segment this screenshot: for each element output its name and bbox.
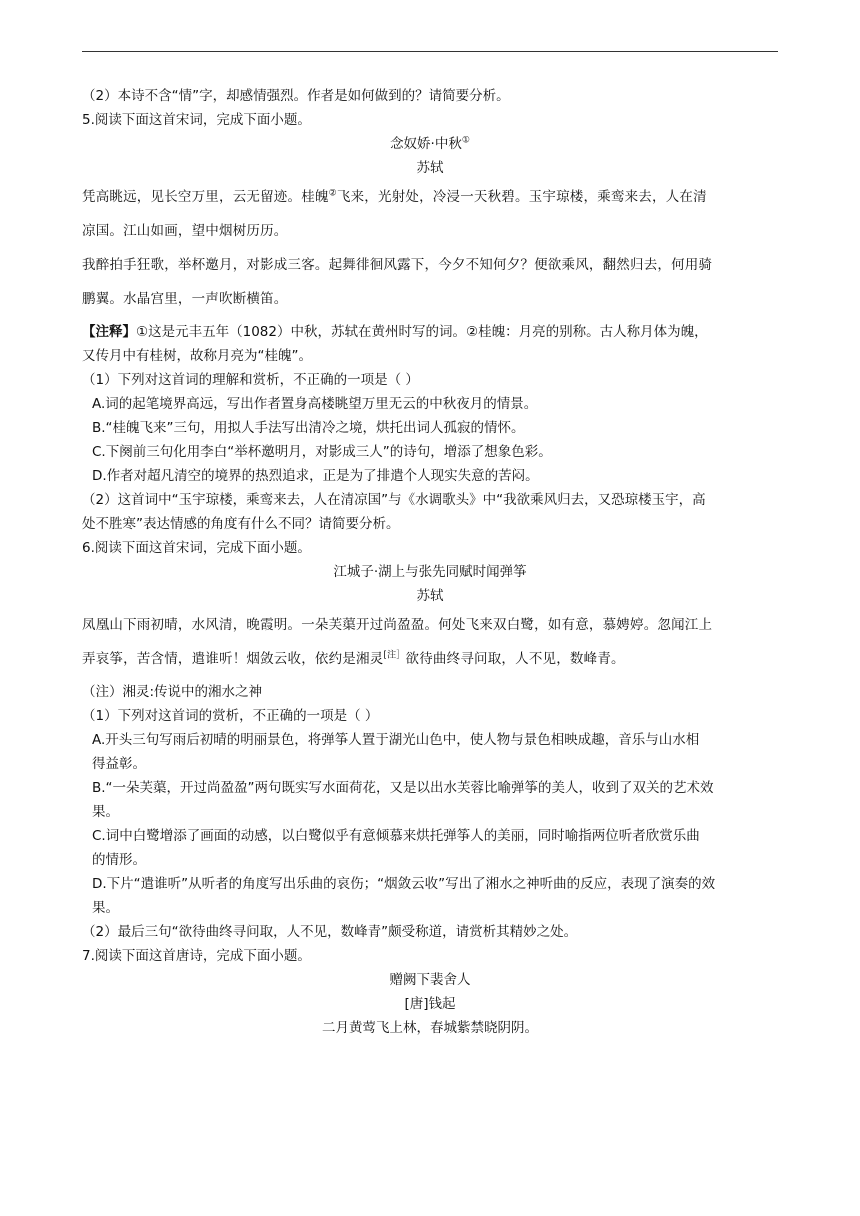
- q6-option-text: 得益彰。: [92, 756, 146, 772]
- q5-poem: [82, 180, 778, 316]
- q5-note-mark-1: ①: [136, 324, 149, 340]
- q5-option-c: C.下阕前三句化用李白“举杯邀明月，对影成三人”的诗句，增添了想象色彩。: [92, 444, 552, 460]
- q6-sub1: （1）下列对这首词的赏析，不正确的一项是（ ）: [82, 708, 379, 724]
- q6-poem-text: 欲待曲终寻问取，人不见，数峰青。: [405, 651, 625, 667]
- q6-option-c: [82, 824, 778, 872]
- q5-note-mark-2: ②: [465, 324, 479, 340]
- q5-intro: 5.阅读下面这首宋词，完成下面小题。: [82, 112, 311, 128]
- q5-title-text: 念奴娇·中秋: [390, 136, 462, 152]
- q5-poem-line: 鹏翼。水晶宫里，一声吹断横笛。: [82, 291, 288, 307]
- q6-poem-note-mark: [注］: [383, 650, 406, 661]
- q5-note-cont: 又传月中有桂树，故称月亮为“桂魄”。: [82, 348, 312, 364]
- q6-sub2: （2）最后三句“欲待曲终寻问取，人不见，数峰青”颇受称道，请赏析其精妙之处。: [82, 924, 578, 940]
- q6-poem-line: 凤凰山下雨初晴，水风清，晚霞明。一朵芙蕖开过尚盈盈。何处飞来双白鹭，如有意，慕娉婷。忽闻江上: [82, 617, 713, 633]
- q7-poem-line: 二月黄莺飞上林，春城紫禁晓阴阴。: [322, 1020, 538, 1036]
- q4-part2: （2）本诗不含“情”字，却感情强烈。作者是如何做到的？请简要分析。: [82, 88, 510, 104]
- q6-option-text: C.词中白鹭增添了画面的动感，以白鹭似乎有意倾慕来烘托弹筝人的美丽，同时喻指两位听者欣赏乐曲: [92, 828, 700, 844]
- q5-author: 苏轼: [416, 160, 444, 176]
- q7-author: [唐]钱起: [404, 996, 456, 1012]
- q6-option-text: A.开头三句写雨后初晴的明丽景色，将弹筝人置于湖光山色中，使人物与景色相映成趣，音乐与山水相: [92, 732, 700, 748]
- q6-option-text: 的情形。: [92, 852, 146, 868]
- q6-option-text: B.“一朵芙蕖，开过尚盈盈”两句既实写水面荷花，又是以出水芙蓉比喻弹筝的美人，收到了双关的艺术效: [92, 780, 714, 796]
- q5-note: [82, 320, 778, 344]
- q5-note-text: 桂魄：月亮的别称。古人称月体为魄，: [478, 324, 708, 340]
- q5-poem-text: 飞来，光射处，冷浸一天秋碧。玉宇琼楼，乘鸾来去，人在清: [336, 189, 707, 205]
- q5-sub1: （1）下列对这首词的理解和赏析，不正确的一项是（ ）: [82, 372, 419, 388]
- q5-sub2: （2）这首词中“玉宇琼楼，乘鸾来去，人在清凉国”与《水调歌头》中“我欲乘风归去，又恐琼楼玉宇，高: [82, 492, 706, 508]
- q5-option-b: B.“桂魄飞来”三句，用拟人手法写出清冷之境，烘托出词人孤寂的情怀。: [92, 420, 525, 436]
- q6-poem-text: 弄哀筝，苦含情，遣谁听！烟敛云收，依约是湘灵: [82, 651, 384, 667]
- q5-poem-text: 凭高眺远，见长空万里，云无留迹。桂魄: [82, 189, 329, 205]
- q6-title: 江城子·湖上与张先同赋时闻弹筝: [333, 564, 527, 580]
- q6-intro: 6.阅读下面这首宋词，完成下面小题。: [82, 540, 311, 556]
- q7-intro: 7.阅读下面这首唐诗，完成下面小题。: [82, 948, 311, 964]
- q6-note: （注）湘灵:传说中的湘水之神: [82, 684, 263, 700]
- q5-poem-line: [82, 180, 778, 214]
- q5-poem-note-mark: ②: [328, 188, 337, 199]
- q6-option-text: D.下片“遣谁听”从听者的角度写出乐曲的哀伤；“烟敛云收”写出了湘水之神听曲的反应，表现了演奏的效: [92, 876, 716, 892]
- q6-option-text: 果。: [92, 900, 119, 916]
- header-rule: [82, 51, 778, 52]
- q5-option-d: D.作者对超凡清空的境界的热烈追求，正是为了排遣个人现实失意的苦闷。: [92, 468, 539, 484]
- q5-note-text: 这是元丰五年（1082）中秋，苏轼在黄州时写的词。: [148, 324, 466, 340]
- q5-poem-line: 我醉拍手狂歌，举杯邀月，对影成三客。起舞徘徊风露下，今夕不知何夕？便欲乘风，翻然归去，何用骑: [82, 257, 713, 273]
- document-body: [82, 84, 778, 1040]
- q6-poem-line: [82, 642, 778, 676]
- q5-poem-line: 凉国。江山如画，望中烟树历历。: [82, 223, 288, 239]
- q7-title: 赠阙下裴舍人: [389, 972, 471, 988]
- q6-option-b: [82, 776, 778, 824]
- q6-poem: [82, 608, 778, 676]
- q5-sub2-cont: 处不胜寒”表达情感的角度有什么不同？请简要分析。: [82, 516, 400, 532]
- q5-option-a: A.词的起笔境界高远，写出作者置身高楼眺望万里无云的中秋夜月的情景。: [92, 396, 538, 412]
- q5-title-note-mark: ①: [461, 135, 470, 146]
- q6-option-a: [82, 728, 778, 776]
- q6-author: 苏轼: [416, 588, 444, 604]
- q5-title: [82, 132, 778, 156]
- q5-note-label: 【注释】: [82, 324, 136, 340]
- q6-option-d: [82, 872, 778, 920]
- q6-option-text: 果。: [92, 804, 119, 820]
